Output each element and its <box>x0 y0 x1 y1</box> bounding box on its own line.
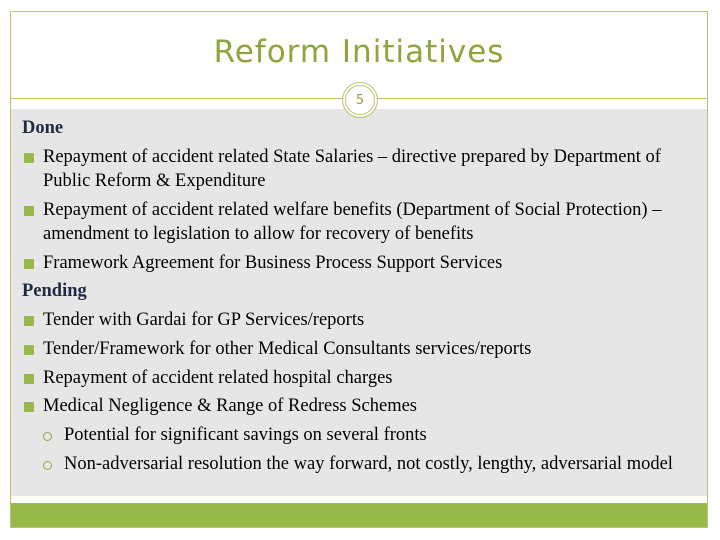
list-item: Repayment of accident related hospital charges <box>22 364 702 393</box>
list-item: Tender/Framework for other Medical Consultants services/reports <box>22 335 702 364</box>
slide-number-badge <box>342 82 378 118</box>
square-bullet-icon <box>24 345 34 355</box>
sub-list-item: Non-adversarial resolution the way forward, not costly, lengthy, adversarial model <box>22 450 702 479</box>
circle-bullet-icon <box>43 432 52 441</box>
sub-list-item: Potential for significant savings on several fronts <box>22 421 702 450</box>
square-bullet-icon <box>24 259 34 269</box>
slide-title: Reform Initiatives <box>213 34 505 70</box>
list-item: Medical Negligence & Range of Redress Schemes <box>22 392 702 421</box>
section-heading-pending: Pending <box>22 281 87 302</box>
list-item: Repayment of accident related welfare benefits (Department of Social Protection) – amendment to legislation to allow for recovery of benefits <box>22 196 702 249</box>
section-heading-done: Done <box>22 118 64 138</box>
square-bullet-icon <box>24 374 34 384</box>
square-bullet-icon <box>24 402 34 412</box>
square-bullet-icon <box>24 316 34 326</box>
footer-bar <box>11 503 707 527</box>
slide-body <box>22 114 702 478</box>
square-bullet-icon <box>24 153 34 163</box>
slide-number: 5 <box>355 92 365 108</box>
circle-bullet-icon <box>43 461 52 470</box>
square-bullet-icon <box>24 206 34 216</box>
list-item: Framework Agreement for Business Process Support Services <box>22 249 702 278</box>
list-item: Repayment of accident related State Salaries – directive prepared by Department of Public Reform & Expenditure <box>22 143 702 196</box>
list-item: Tender with Gardai for GP Services/reports <box>22 306 702 335</box>
